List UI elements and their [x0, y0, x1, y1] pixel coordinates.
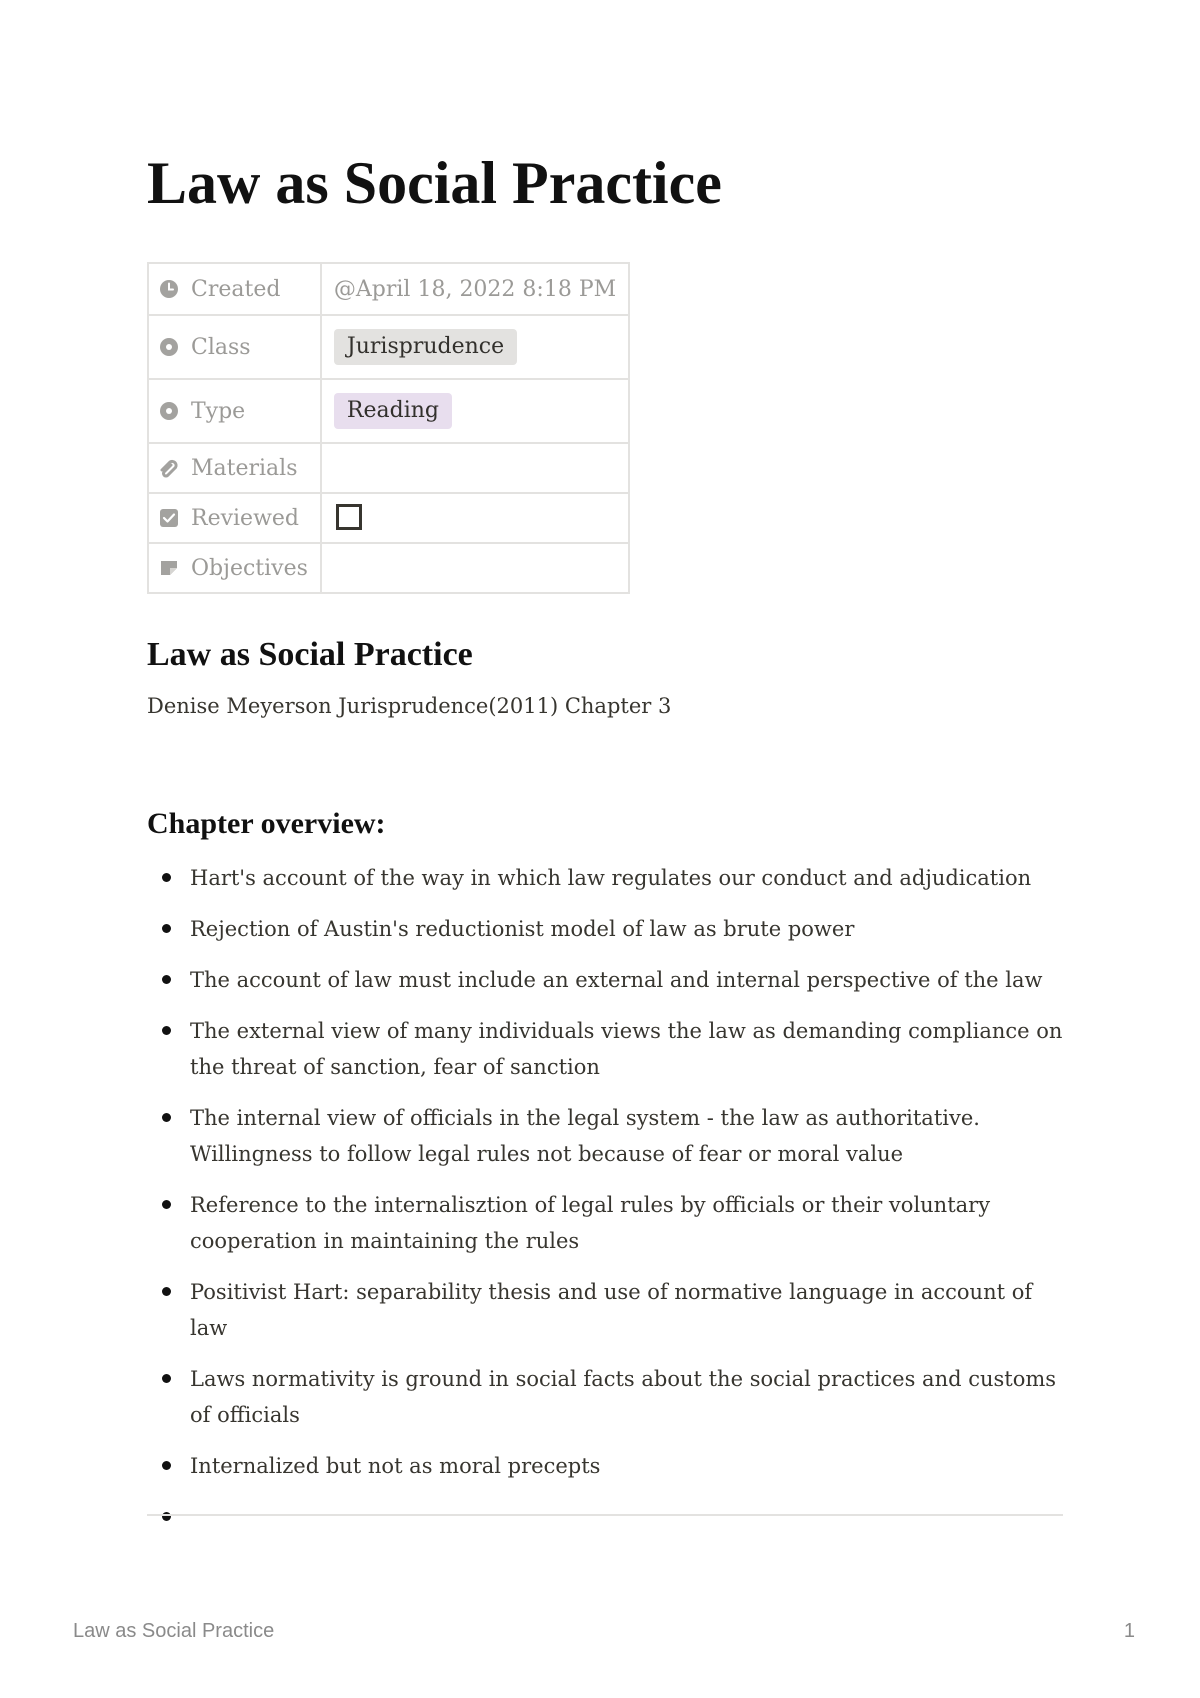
bullet-icon — [162, 975, 171, 984]
type-tag[interactable]: Reading — [334, 393, 452, 429]
property-row-class — [148, 315, 629, 379]
list-item: Laws normativity is ground in social facts about the social practices and customs of officials — [147, 1361, 1063, 1433]
bullet-icon — [162, 1113, 171, 1122]
property-label: Objectives — [191, 555, 308, 581]
property-label: Created — [191, 276, 281, 302]
divider — [147, 1514, 1063, 1516]
section-heading: Law as Social Practice — [147, 636, 473, 673]
page-title: Law as Social Practice — [147, 150, 722, 216]
property-row-objectives — [148, 543, 629, 593]
list-item: The internal view of officials in the legal system - the law as authoritative. Willingness to follow legal rules not because of fear or moral value — [147, 1100, 1063, 1172]
property-row-reviewed — [148, 493, 629, 543]
class-tag[interactable]: Jurisprudence — [334, 329, 517, 365]
list-item-empty — [147, 1499, 1063, 1535]
footer-title: Law as Social Practice — [73, 1620, 275, 1642]
bullet-icon — [162, 1026, 171, 1035]
select-icon — [159, 401, 179, 421]
clock-icon — [159, 279, 179, 299]
list-item: Hart's account of the way in which law regulates our conduct and adjudication — [147, 860, 1063, 896]
property-value[interactable] — [321, 543, 629, 593]
bullet-icon — [162, 1200, 171, 1209]
checkbox-icon — [159, 508, 179, 528]
property-value[interactable] — [321, 379, 629, 443]
property-label: Reviewed — [191, 505, 300, 531]
property-label: Materials — [191, 455, 298, 481]
bullet-icon — [162, 1374, 171, 1383]
property-value[interactable] — [321, 315, 629, 379]
list-item: Rejection of Austin's reductionist model of law as brute power — [147, 911, 1063, 947]
overview-heading: Chapter overview: — [147, 807, 386, 840]
attachment-icon — [159, 458, 179, 478]
properties-table — [147, 262, 630, 594]
list-item: The account of law must include an external and internal perspective of the law — [147, 962, 1063, 998]
bullet-icon — [162, 924, 171, 933]
property-label: Type — [191, 398, 246, 424]
property-row-materials — [148, 443, 629, 493]
page-number: 1 — [1123, 1620, 1135, 1642]
reviewed-checkbox[interactable] — [336, 504, 362, 530]
property-key — [148, 315, 321, 379]
property-key — [148, 443, 321, 493]
property-key — [148, 543, 321, 593]
property-key — [148, 263, 321, 315]
list-item: The external view of many individuals views the law as demanding compliance on the threat of sanction, fear of sanction — [147, 1013, 1063, 1085]
bullet-icon — [162, 1287, 171, 1296]
property-value — [321, 493, 629, 543]
source-citation: Denise Meyerson Jurisprudence(2011) Chapter 3 — [147, 694, 672, 718]
list-item: Reference to the internalisztion of legal rules by officials or their voluntary cooperation in maintaining the rules — [147, 1187, 1063, 1259]
property-row-created — [148, 263, 629, 315]
list-item: Positivist Hart: separability thesis and use of normative language in account of law — [147, 1274, 1063, 1346]
overview-list — [147, 860, 1063, 1550]
bullet-icon — [162, 873, 171, 882]
bullet-icon — [162, 1461, 171, 1470]
property-label: Class — [191, 334, 251, 360]
property-row-type — [148, 379, 629, 443]
property-value[interactable] — [321, 443, 629, 493]
text-icon — [159, 558, 179, 578]
property-key — [148, 493, 321, 543]
select-icon — [159, 337, 179, 357]
created-date: @April 18, 2022 8:18 PM — [333, 276, 617, 302]
property-value[interactable] — [321, 263, 629, 315]
property-key — [148, 379, 321, 443]
list-item: Internalized but not as moral precepts — [147, 1448, 1063, 1484]
